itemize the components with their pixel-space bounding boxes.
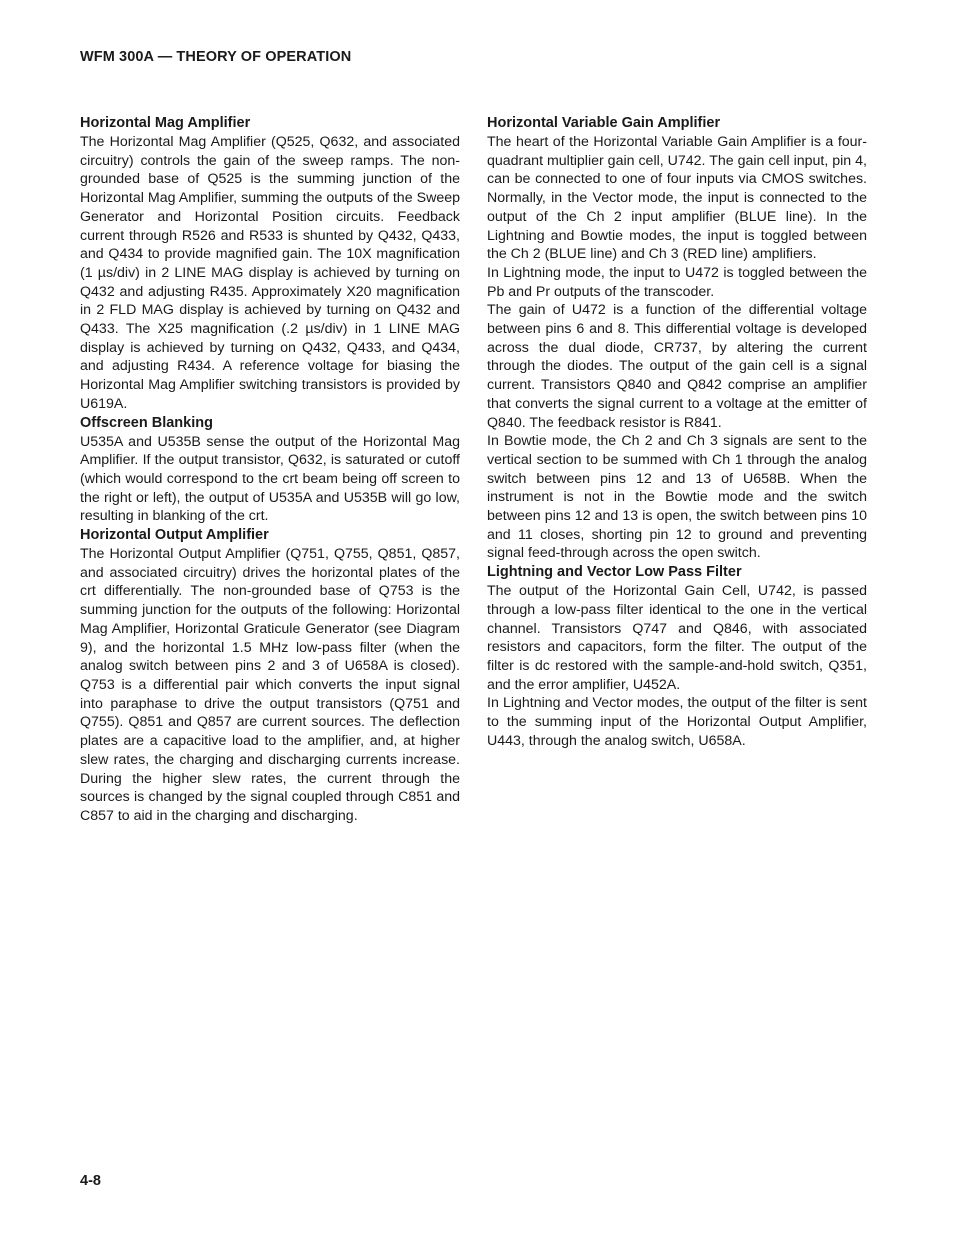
- running-header: WFM 300A — THEORY OF OPERATION: [80, 49, 352, 65]
- heading-horizontal-mag-amplifier: Horizontal Mag Amplifier: [80, 115, 251, 131]
- heading-lightning-vector-low-pass-filter: Lightning and Vector Low Pass Filter: [487, 564, 742, 581]
- paragraph-gain-of-u472: The gain of U472 is a function of the differential voltage between pins 6 and 8. This differential voltage is developed across the dual diode, CR737, by altering the current through the diodes. The output of the gain cell is a signal current. Transistors Q840 and Q842 comprise an amplifier that converts the signal current to a voltage at the emitter of Q840. The feedback resistor is R841.: [487, 302, 867, 431]
- paragraph-lightning-vector-modes: In Lightning and Vector modes, the output of the filter is sent to the summing input of the Horizontal Output Amplifier, U443, through the analog switch, U658A.: [487, 695, 867, 749]
- left-column: [80, 114, 460, 826]
- right-column: [487, 114, 867, 751]
- paragraph-lightning-mode: In Lightning mode, the input to U472 is toggled between the Pb and Pr outputs of the transcoder.: [487, 264, 867, 300]
- paragraph-horizontal-mag-amplifier: The Horizontal Mag Amplifier (Q525, Q632, and associated circuitry) controls the gain of the sweep ramps. The non-grounded base of Q525 is the summing junction of the Horizontal Mag Amplifier, summing the outputs of the Sweep Generator and Horizontal Position circuits. Feedback current through R526 and R533 is shunted by Q432, Q433, and Q434 to provide magnified gain. The 10X magnification (1 µs/div) in 2 LINE MAG display is achieved by turning on Q432 and adjusting R435. Approximately X20 magnification in 2 FLD MAG display is achieved by turning on Q432 and Q433. The X25 magnification (.2 µs/div) in 1 LINE MAG display is achieved by turning on Q432, Q433, and Q434, and adjusting R434. A reference voltage for biasing the Horizontal Mag Amplifier switching transistors is provided by U619A.: [80, 134, 460, 412]
- paragraph-bowtie-mode: In Bowtie mode, the Ch 2 and Ch 3 signals are sent to the vertical section to be summed with Ch 1 through the analog switch between pins 12 and 13 of U658B. When the instrument is not in the Bowtie mode and the switch between pins 12 and 13 is open, the switch between pins 10 and 11 closes, shorting pin 12 to ground and preventing signal feed-through across the open switch.: [487, 433, 867, 562]
- paragraph-low-pass-filter: The output of the Horizontal Gain Cell, U742, is passed through a low-pass filter identical to the one in the vertical channel. Transistors Q747 and Q846, with associated resistors and capacitors, form the filter. The output of the filter is dc restored with the sample-and-hold switch, Q351, and the error amplifier, U452A.: [487, 583, 867, 693]
- heading-horizontal-variable-gain-amplifier: Horizontal Variable Gain Amplifier: [487, 115, 721, 131]
- heading-offscreen-blanking: Offscreen Blanking: [80, 414, 213, 431]
- paragraph-horizontal-output-amplifier: The Horizontal Output Amplifier (Q751, Q755, Q851, Q857, and associated circuitry) drives the horizontal plates of the crt differentially. The non-grounded base of Q753 is the summing junction for the outputs of the following: Horizontal Mag Amplifier, Horizontal Graticule Generator (see Diagram 9), and the horizontal 1.5 MHz low-pass filter (when the analog switch between pins 2 and 3 of U658A is closed). Q753 is a differential pair which converts the input signal into paraphase to drive the output transistors (Q751 and Q755). Q851 and Q857 are current sources. The deflection plates are a capacitive load to the amplifier, and, at higher slew rates, the charging and discharging currents increase. During the higher slew rates, the current through the sources is changed by the signal coupled through C851 and C857 to aid in the charging and discharging.: [80, 546, 460, 824]
- page-number: 4-8: [80, 1173, 101, 1189]
- paragraph-variable-gain-intro: The heart of the Horizontal Variable Gain Amplifier is a four-quadrant multiplier gain cell, U742. The gain cell input, pin 4, can be connected to one of four inputs via CMOS switches. Normally, in the Vector mode, the input is connected to the output of the Ch 2 input amplifier (BLUE line). In the Lightning and Bowtie modes, the input is toggled between the Ch 2 (BLUE line) and Ch 3 (RED line) amplifiers.: [487, 134, 867, 263]
- paragraph-offscreen-blanking: U535A and U535B sense the output of the Horizontal Mag Amplifier. If the output transistor, Q632, is saturated or cutoff (which would correspond to the crt beam being off screen to the right or left), the output of U535A and U535B will go low, resulting in blanking of the crt.: [80, 433, 460, 525]
- heading-horizontal-output-amplifier: Horizontal Output Amplifier: [80, 527, 269, 544]
